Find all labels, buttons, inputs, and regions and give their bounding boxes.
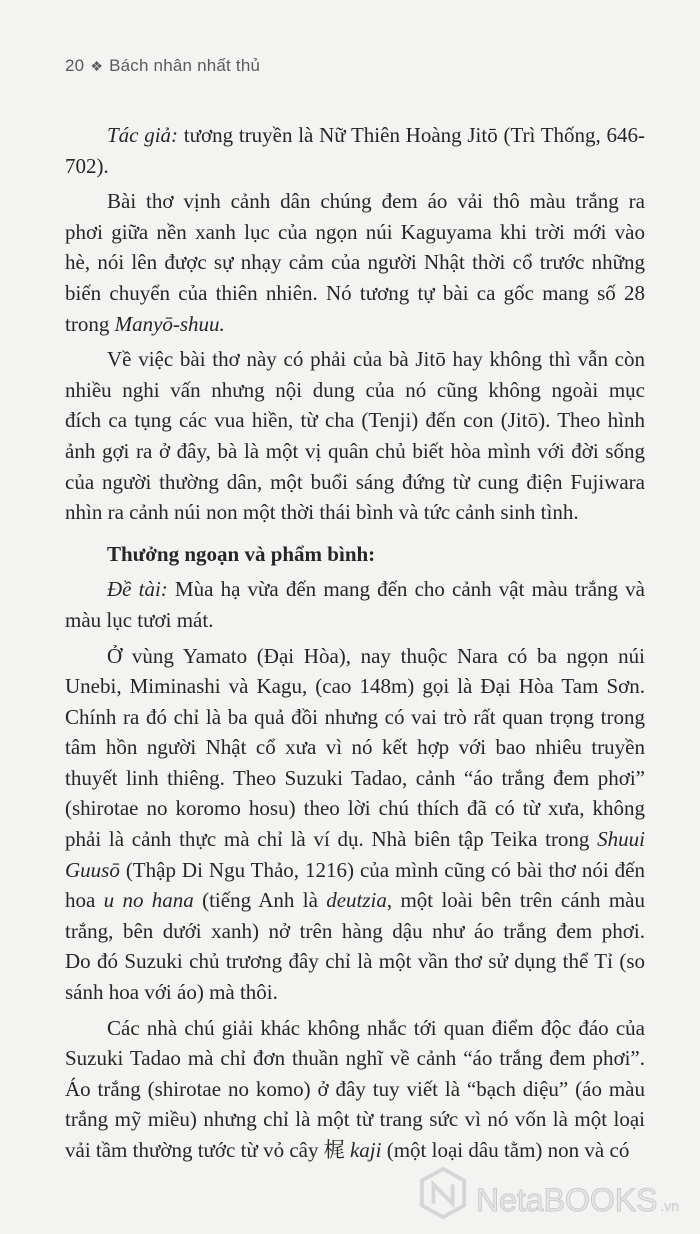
text-run: tâm hồn người Nhật cổ xưa vì nó kết hợp với bao nhiêu truyền xyxy=(65,735,645,760)
book-title: Bách nhân nhất thủ xyxy=(109,56,261,75)
text-run: Áo trắng (shirotae no komo) ở đây tuy viết là “bạch diệu” (áo màu xyxy=(65,1076,645,1101)
watermark-brand: NetaBOOKS xyxy=(476,1182,658,1218)
paragraph xyxy=(65,1013,645,1166)
text-line xyxy=(65,375,645,406)
text-line xyxy=(65,702,645,733)
text-line xyxy=(65,344,645,375)
text-run: tương truyền là Nữ Thiên Hoàng Jitō (Trì Thống, 646- xyxy=(178,123,645,147)
text-run: nhìn ra cảnh núi non một thời thái bình và tức cảnh sinh tình. xyxy=(65,500,579,525)
text-run: thuyết linh thiêng. Theo Suzuki Tadao, cảnh “áo trắng đem phơi” xyxy=(65,765,645,790)
text-run: Thưởng ngoạn và phẩm bình: xyxy=(107,541,376,566)
text-line xyxy=(65,497,645,528)
text-run: 702). xyxy=(65,153,109,178)
text-line xyxy=(65,732,645,763)
italic-run: Manyō-shuu. xyxy=(114,311,225,336)
text-run: hoa xyxy=(65,888,104,913)
text-run: Chính ra đó chỉ là ba quả đồi nhưng có vai trò rất quan trọng trong xyxy=(65,704,645,729)
text-run: Về việc bài thơ này có phải của bà Jitō hay không thì vẫn còn xyxy=(107,347,645,372)
text-line xyxy=(65,885,645,916)
text-run: (Thập Di Ngu Thảo, 1216) của mình cũng có bài thơ nói đến xyxy=(119,857,645,882)
text-run: nhiều nghi vấn nhưng nội dung của nó cũng không ngoài mục xyxy=(65,377,645,402)
text-run: Bài thơ vịnh cảnh dân chúng đem áo vải thô màu trắng ra xyxy=(107,189,645,214)
text-run: đích ca tụng các vua hiền, từ cha (Tenji) đến con (Jitō). Theo hình xyxy=(65,408,645,433)
paragraph xyxy=(65,186,645,339)
text-line xyxy=(65,151,645,182)
running-header xyxy=(65,56,260,76)
text-run: (một loại dâu tằm) non và có xyxy=(381,1138,630,1162)
text-line xyxy=(65,309,645,340)
text-run: Mùa hạ vừa đến mang đến cho cảnh vật màu trắng và xyxy=(167,577,645,602)
text-line xyxy=(65,436,645,467)
text-run: Unebi, Miminashi và Kagu, (cao 148m) gọi là Đại Hòa Tam Sơn. xyxy=(65,674,645,699)
text-line xyxy=(65,1135,645,1166)
italic-run: deutzia xyxy=(326,888,387,913)
text-line xyxy=(65,278,645,309)
netabooks-watermark xyxy=(418,1166,679,1220)
text-line xyxy=(65,217,645,248)
netabooks-logo-icon xyxy=(418,1166,468,1220)
text-run: trong xyxy=(65,311,115,336)
text-run: trắng, bên dưới xanh) nở trên hàng dậu như áo trắng đem phơi. xyxy=(65,918,645,943)
italic-run: Shuui xyxy=(597,827,645,852)
text-run: trắng mỹ miều) nhưng chỉ là một từ trang sức vì nó vốn là một loại xyxy=(65,1107,645,1132)
text-line xyxy=(65,793,645,824)
text-line xyxy=(65,916,645,947)
paragraph xyxy=(65,120,645,181)
italic-run: Tác giả: xyxy=(107,123,179,147)
text-line xyxy=(65,1074,645,1105)
text-line xyxy=(65,467,645,498)
paragraph xyxy=(65,574,645,635)
italic-run: kaji xyxy=(349,1138,382,1162)
italic-run: Guusō xyxy=(65,857,120,882)
text-line xyxy=(65,671,645,702)
text-line xyxy=(65,946,645,977)
text-line xyxy=(65,641,645,672)
text-run: của người thường dân, một buổi sáng đứng từ cung điện Fujiwara xyxy=(65,469,645,494)
text-line xyxy=(65,1043,645,1074)
text-run: hè, nói lên được sự nhạy cảm của người Nhật thời cổ trước những xyxy=(65,250,645,275)
text-run: phơi giữa nền xanh lục của ngọn núi Kaguyama khi trời mới vào xyxy=(65,219,645,244)
page-body xyxy=(65,120,645,1166)
italic-run: u no hana xyxy=(103,888,194,913)
text-line xyxy=(65,247,645,278)
text-run: biến chuyển của thiên nhiên. Nó tương tự bài ca gốc mang số 28 xyxy=(65,280,645,305)
text-run: (shirotae no koromo hosu) theo lời chú thích đã có từ xưa, không xyxy=(65,796,645,821)
text-line xyxy=(65,1104,645,1135)
text-line xyxy=(65,574,645,605)
watermark-suffix: .vn xyxy=(660,1198,680,1214)
text-run: màu lục tươi mát. xyxy=(65,607,214,632)
text-run: vải tầm thường tước từ vỏ cây 梶 xyxy=(65,1138,350,1162)
section-heading xyxy=(65,539,645,570)
page-number: 20 xyxy=(65,56,85,75)
text-line xyxy=(65,405,645,436)
paragraph xyxy=(65,344,645,528)
text-run: (tiếng Anh là xyxy=(193,888,327,913)
text-run: Suzuki Tadao mà chỉ đơn thuần nghĩ về cảnh “áo trắng đem phơi”. xyxy=(65,1046,645,1071)
text-line xyxy=(65,539,645,570)
text-line xyxy=(65,855,645,886)
text-line xyxy=(65,763,645,794)
text-run: Ở vùng Yamato (Đại Hòa), nay thuộc Nara có ba ngọn núi xyxy=(107,643,645,668)
text-line xyxy=(65,824,645,855)
ornament-icon: ❖ xyxy=(90,58,104,74)
text-run: , một loài bên trên cánh màu xyxy=(386,888,645,913)
paragraph xyxy=(65,641,645,1008)
text-run: sánh hoa với áo) mà thôi. xyxy=(65,980,278,1005)
text-run: phải là cảnh thực mà chỉ là ví dụ. Nhà biên tập Teika trong xyxy=(65,827,598,852)
text-line xyxy=(65,1013,645,1044)
text-line xyxy=(65,186,645,217)
text-line xyxy=(65,120,645,151)
text-line xyxy=(65,605,645,636)
text-line xyxy=(65,977,645,1008)
text-run: ảnh gợi ra ở đây, bà là một vị quân chủ biết hòa mình với đời sống xyxy=(65,438,645,463)
text-run: Các nhà chú giải khác không nhắc tới quan điểm độc đáo của xyxy=(107,1015,645,1040)
italic-run: Đề tài: xyxy=(107,577,168,602)
text-run: Do đó Suzuki chủ trương đây chỉ là một vần thơ sử dụng thể Tỉ (so xyxy=(65,949,645,974)
